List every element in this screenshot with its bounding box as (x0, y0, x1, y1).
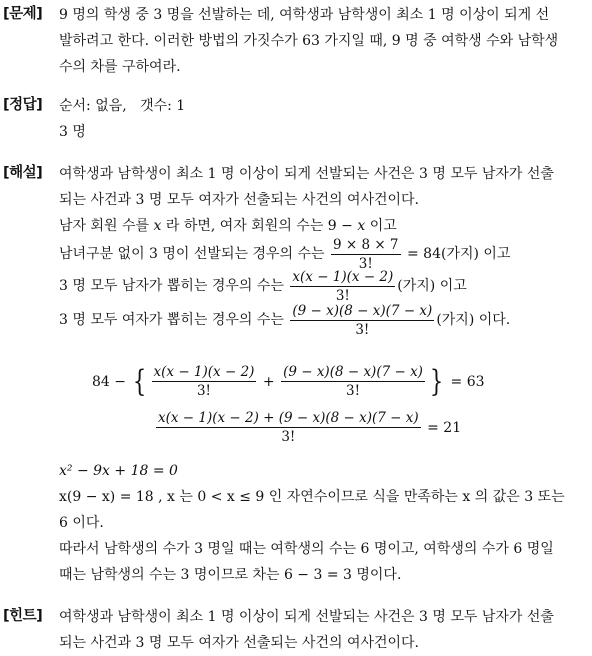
equation-1 (92, 364, 485, 399)
fraction-male (290, 269, 395, 304)
eq1-tail: = 63 (446, 373, 485, 390)
sol-l3-a: 남자 회원 수를 (59, 218, 154, 234)
eq1-f2-num: (9 − x)(8 − x)(7 − x) (283, 364, 423, 380)
solution-line-3 (59, 213, 586, 239)
solution-line-6 (59, 303, 586, 337)
solution-tag: [해설] (3, 165, 43, 181)
sol-l5-a: 3 명 모두 남자가 뽑히는 경우의 수는 (59, 278, 289, 294)
left-brace-icon: { (133, 363, 147, 399)
eq1-lead: 84 − (92, 373, 131, 390)
eq1-fraction-1 (152, 364, 257, 399)
fraction-male-den: 3! (335, 287, 350, 304)
sol-l4-a: 남녀구분 없이 3 명이 선발되는 경우의 수는 (59, 246, 329, 262)
eq2-tail: = 21 (422, 419, 462, 436)
hint-tag: [힌트] (3, 608, 43, 624)
solution-line-5 (59, 269, 586, 303)
eq1-f1-num: x(x − 1)(x − 2) (153, 364, 255, 380)
eq1-f1-den: 3! (196, 383, 211, 399)
right-brace-icon: } (429, 363, 444, 399)
eq2-num: x(x − 1)(x − 2) + (9 − x)(8 − x)(7 − x) (158, 410, 419, 426)
fraction-female-den: 3! (355, 321, 370, 338)
sol-l3-x: x (153, 218, 162, 234)
solution-line-8: 6 이다. (59, 515, 104, 531)
sol-l5-b: (가지) 이고 (397, 278, 467, 294)
solution-line-9: 따라서 남학생의 수가 3 명일 때는 여학생의 수는 6 명이고, 여학생의 수가 6 명일 (59, 541, 554, 557)
answer-tag: [정답] (3, 97, 43, 113)
solution-line-1: 여학생과 남학생이 최소 1 명 이상이 되게 선발되는 사건은 3 명 모두 남자가 선출 (59, 166, 554, 182)
eq2-den: 3! (281, 429, 296, 445)
eq1-fraction-2 (281, 364, 425, 399)
problem-line-2: 발하려고 한다. 이러한 방법의 가짓수가 63 가지일 때, 9 명 중 여학생 수와 남학생 (59, 33, 559, 49)
sol-l6-a: 3 명 모두 여자가 뽑히는 경우의 수는 (59, 312, 289, 328)
sol-l3-c: 이고 (365, 218, 397, 234)
sol-l4-b: = 84(가지) 이고 (402, 246, 511, 262)
solution-eq3: x² − 9x + 18 = 0 (59, 463, 178, 479)
fraction-female (290, 303, 434, 338)
eq1-f2-den: 3! (346, 383, 361, 399)
eq1-plus: + (258, 373, 280, 390)
solution-line-4 (59, 236, 586, 272)
sol-l3-x2: x (357, 218, 366, 234)
hint-line-1: 여학생과 남학생이 최소 1 명 이상이 되게 선발되는 사건은 3 명 모두 남자가 선출 (59, 609, 554, 625)
fraction-total-den: 3! (358, 255, 373, 272)
fraction-total (331, 237, 401, 272)
sol-l3-b: 라 하면, 여자 회원의 수는 9 − (161, 218, 358, 234)
solution-line-10: 때는 남학생의 수는 3 명이므로 차는 6 − 3 = 3 명이다. (59, 567, 402, 583)
equation-2 (154, 410, 461, 445)
fraction-total-num: 9 × 8 × 7 (332, 236, 399, 253)
solution-line-7: x(9 − x) = 18 , x 는 0 < x ≤ 9 인 자연수이므로 식을 만족하는 x 의 값은 3 또는 (59, 489, 565, 505)
sol-l6-b: (가지) 이다. (436, 312, 511, 328)
problem-tag: [문제] (3, 6, 43, 22)
fraction-male-num: x(x − 1)(x − 2) (292, 268, 394, 285)
fraction-female-num: (9 − x)(8 − x)(7 − x) (292, 302, 433, 319)
problem-line-1: 9 명의 학생 중 3 명을 선발하는 데, 여학생과 남학생이 최소 1 명 이상이 되게 선 (59, 7, 550, 23)
problem-line-3: 수의 차를 구하여라. (59, 59, 181, 75)
answer-line-2: 3 명 (59, 124, 86, 140)
eq2-fraction (156, 410, 421, 445)
answer-line-1: 순서: 없음, 갯수: 1 (59, 98, 186, 114)
hint-line-2: 되는 사건과 3 명 모두 여자가 선출되는 사건의 여사건이다. (59, 635, 420, 651)
solution-line-2: 되는 사건과 3 명 모두 여자가 선출되는 사건의 여사건이다. (59, 192, 420, 208)
